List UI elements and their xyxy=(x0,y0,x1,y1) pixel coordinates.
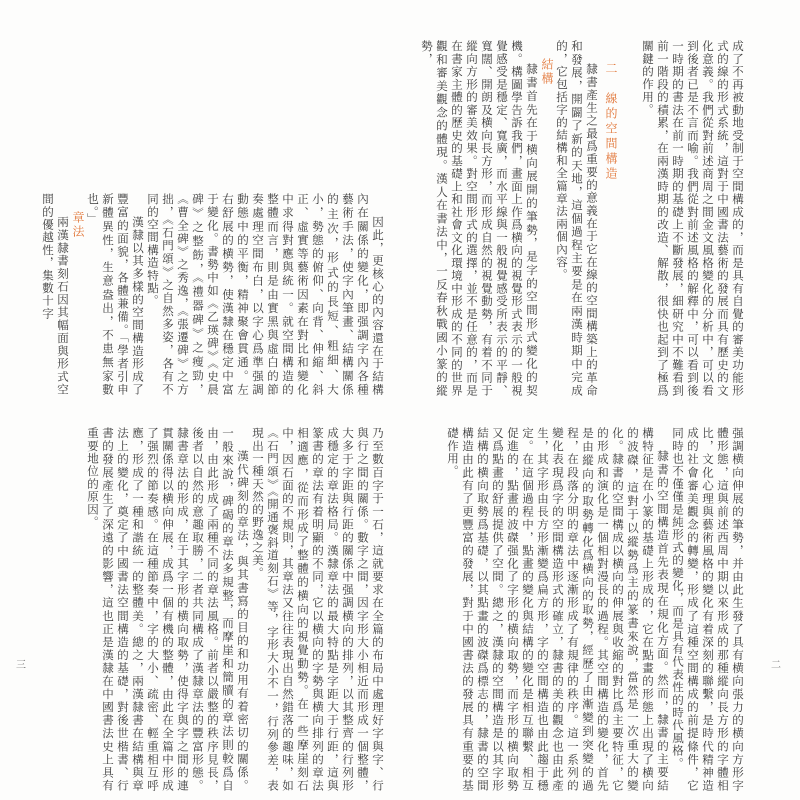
left-page-lower-text-block xyxy=(66,427,385,792)
paragraph: 隸書的空間構造首先表現在規化方面。然而，隸書的主要結構特征是在小篆的基礎上形成的，它在點畫的形態上出現了横向的波磔，這對于以縱勢爲主的篆書來說，當然是一次重大的變化。隸書的空間構成以横向的伸展與收縮的對比爲主要特征，它的形成和演化是一個相對漫長的過程。其空間構造的變化，首先是由縱向的取勢轉化爲横向的取勢，經歷了由漸變到突變的過程，在段落分明的章法中逐漸形成了有規律的秩序。這一系列的變化表現爲字的空間構造形式的確立，隸書的美的觀念也由此產生，其字形由長方形漸變爲扁方形，字的空間構造也由此趨于穩定。在這個過程中，點畫的變化與結構的變化是相互聯繫、相互促進的，點畫的波磔强化了字形的横向取勢，而字形的横向取勢又爲點畫的舒展提供了空間。總之，漢隸的空間構造是以其字形結構的横向取勢爲基礎，以其點畫的波磔爲標志的，隸書的空間構造由此有了更豐富的發展，對于中國書法的發展具有重要的基礎作用。 xyxy=(446,427,670,792)
right-page-upper-text-block xyxy=(420,40,745,397)
subheading-structure: 結構 xyxy=(540,58,554,86)
page-number-left: 三 xyxy=(16,660,26,671)
paragraph: 成了不再被動地受制于空間構成的，而是具有自覺的審美功能形式的線的形式系統，這對于中國書法藝術的發展而具有歷史的文化意義。我們從對前述商周之間金文風格變化的分析中，可以看到後者已是不言而喻。我們從對前述風格的解釋中，可以看到後一時期的書法在前一時期的基礎上不斷發展，細研究中不難看到前一階段的積累，在兩漢時期的改造、解散，很快也起到了極爲關鍵的作用。 xyxy=(641,40,745,397)
right-page-lower-text-block xyxy=(446,427,745,792)
paragraph: 因此，更核心的內容還在于結構內在關係的變化，即强調字內各種藝術手法，使字內筆畫、結構關係的主次，形式的長短、粗細、大小，勢態的俯仰、向背、伸縮、斜正、虛實等藝術因素在對比和變化中求得對應與統一。就空間構造的整體而言，則是由實黑與虛白的節奏處理空間布白，以字心爲準强調動態中的平衡，精神聚會貫通。左右舒展的横勢，使漢隸在穩定中富于變化。書勢中如《乙瑛碑》《史晨碑》之整飭，《禮器碑》之瘦勁，《曹全碑》之秀逸，《張遷碑》之方拙，《石門頌》之自然多姿，各有不同的空間構造特點。 xyxy=(146,193,385,396)
section-heading: 二 線的空間構造 xyxy=(604,62,618,182)
page-number-right: 二 xyxy=(771,660,781,671)
paragraph: 兩漢隸書刻石因其幅面與形式空間的優越性，集數十字 xyxy=(41,193,70,396)
paragraph: 乃至數百字于一石，這就要求在全篇的布局中處理好字與字、行與行之間的關係。數字之間，因字形大小相近而形成一個整體，大多于字距與行距的關係中强調横向的排列，以其整齊的行列形成穩定的章法格局。漢隸章法的最大特點是字距大于行距，這與篆書的章法有着明顯的不同，它以横向的字勢與横向排列的章法相適應，從而形成了整體的横向的視覺動勢。在一些摩崖刻石中，因石面的不規則，其章法又往往表現出自然錯落的趣味，如《石門頌》《開通褒斜道刻石》等，字形大小不一，行列參差，表現出一種天然的野逸之美。 xyxy=(251,427,385,792)
paragraph: 漢隸以其多樣的空間構造形成了豐富的面貌，各體兼備。「學者引申新體異性，生意盎出，不患無家數也。」 xyxy=(86,193,145,396)
subheading-composition: 章法 xyxy=(71,211,85,239)
paragraph: 漢代碑刻的章法，與其書寫的目的和功用有着密切的關係。一般來說，碑碣的章法多規整，而摩崖和簡牘的章法則較爲自由，由此形成了兩種不同的章法風格。前者以嚴整的秩序見長，後者以自然的意趣取勝，二者共同構成了漢隸章法的豐富形態。隸書章法的形成，在于其字形的横向取勢，使得字與字之間的連貫關係得以横向伸展，成爲一個有機的整體，由此在全篇中形成了强烈的節奏感。在這種節奏中，字的大小、疏密、輕重相互呼應，形成了一種和諧統一的整體美。總之，兩漢隸書在結構與章法上的變化，奠定了中國書法空間構造的基礎，對後世楷書、行書的發展產生了深遠的影響，這也正是漢隸在中國書法史上具有重要地位的原因。 xyxy=(86,427,250,792)
paragraph: 隸書首先在于横向展開的筆勢，是字的空間形式變化的契機。構圖學告訴我們，畫面上作爲横向的視覺形式表示的一般視覺感受是穩定、寬廣，而水平線與一般視覺感受所表示的平靜、寬闊、開朗及横向長方形，而形成自然的視覺動勢，有着不同于縱向方形的審美效果。對空間形式的選擇，並不是任意的，而是在書家主體的歷史的基礎上和社會文化環境中形成的不同的世界觀和審美觀念的體現。漢人在書法中，一反春秋戰國小篆的縱勢， xyxy=(420,40,539,397)
paragraph: 强調横向伸展的筆勢，并由此生發了具有横向張力的横向方形字體形態，這與前述西周中期以來形成的那種縱向長方形的字體相比，文化心理與藝術風格的變化有着深刻的聯繫，是時代精神造成的社會審美觀念的轉變，形成了這種空間構成的前提條件，它同時也不僅僅是純形式的變化，而是具有代表性的時代風格。 xyxy=(671,427,745,792)
paragraph: 隸書產生之最爲重要的意義在于它在線的空間構築上的革命和發展，開闢了新的天地，這個過程主要是在兩漢時期中完成的，它包括字的結構和全篇章法兩個內容。 xyxy=(555,40,599,397)
left-page-upper-text-block xyxy=(41,193,385,396)
